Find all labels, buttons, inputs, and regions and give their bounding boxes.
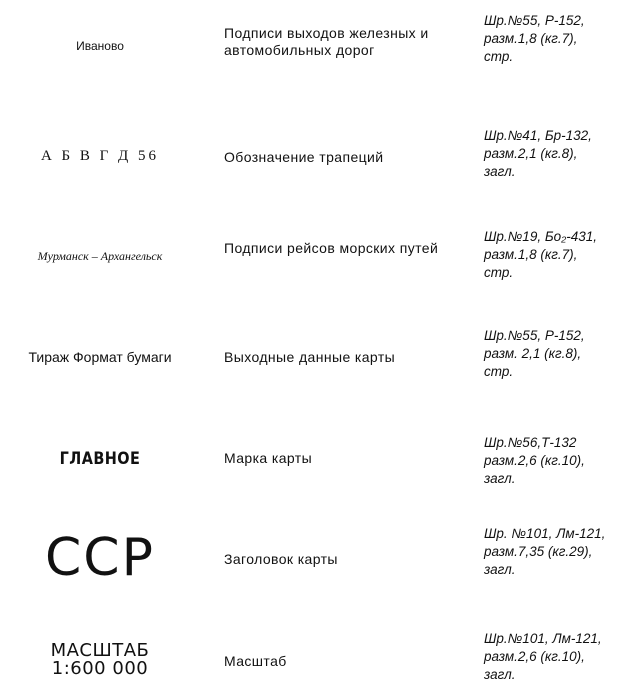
spec-line: Шр.№41, Бр-132, — [484, 128, 592, 143]
spec-line: загл. — [484, 164, 516, 179]
row-description: Обозначение трапеций — [224, 149, 384, 165]
row-description: Выходные данные карты — [224, 349, 396, 365]
font-sample — [0, 642, 200, 678]
spec-line: Шр.№19, Бо₂-431, — [484, 229, 598, 244]
scale-value: 1:600 000 — [51, 658, 149, 679]
font-spec — [484, 327, 634, 381]
spec-line: загл. — [484, 471, 516, 486]
spec-line: разм.7,35 (кг.29), — [484, 544, 593, 559]
font-spec — [484, 12, 634, 66]
scale-label: МАСШТАБ — [50, 640, 150, 661]
font-spec — [484, 630, 634, 684]
spec-line: стр. — [484, 364, 514, 379]
font-sample: Иваново — [76, 39, 124, 53]
row-description: Подписи выходов железных и автомобильных дорог — [224, 25, 429, 58]
row-description: Подписи рейсов морских путей — [224, 240, 439, 256]
font-sample: ГЛАВНОЕ — [59, 449, 141, 469]
spec-line: стр. — [484, 49, 514, 64]
spec-line: разм.1,8 (кг.7), — [484, 31, 578, 46]
spec-line: Шр.№55, Р-152, — [484, 13, 585, 28]
font-spec — [484, 127, 634, 181]
font-sample: Тираж Формат бумаги — [28, 349, 172, 365]
spec-line: загл. — [484, 562, 516, 577]
font-sample: ССР — [45, 528, 155, 588]
font-spec — [484, 228, 634, 282]
spec-line: разм. 2,1 (кг.8), — [484, 346, 582, 361]
spec-line: Шр.№101, Лм-121, — [484, 631, 602, 646]
spec-line: разм.2,6 (кг.10), — [484, 453, 585, 468]
spec-line: загл. — [484, 667, 516, 682]
spec-line: стр. — [484, 265, 514, 280]
spec-line: разм.2,6 (кг.10), — [484, 649, 585, 664]
font-sample: Мурманск – Архангельск — [37, 249, 163, 263]
row-description: Заголовок карты — [224, 551, 338, 567]
font-sample: А Б В Г Д 56 — [40, 148, 160, 164]
spec-line: разм.2,1 (кг.8), — [484, 146, 578, 161]
font-spec — [484, 525, 634, 579]
spec-line: Шр.№56,Т-132 — [484, 435, 577, 450]
spec-line: разм.1,8 (кг.7), — [484, 247, 578, 262]
spec-line: Шр. №101, Лм-121, — [484, 526, 606, 541]
row-description: Масштаб — [224, 653, 287, 669]
font-spec — [484, 434, 634, 488]
spec-line: Шр.№55, Р-152, — [484, 328, 585, 343]
row-description: Марка карты — [224, 450, 313, 466]
